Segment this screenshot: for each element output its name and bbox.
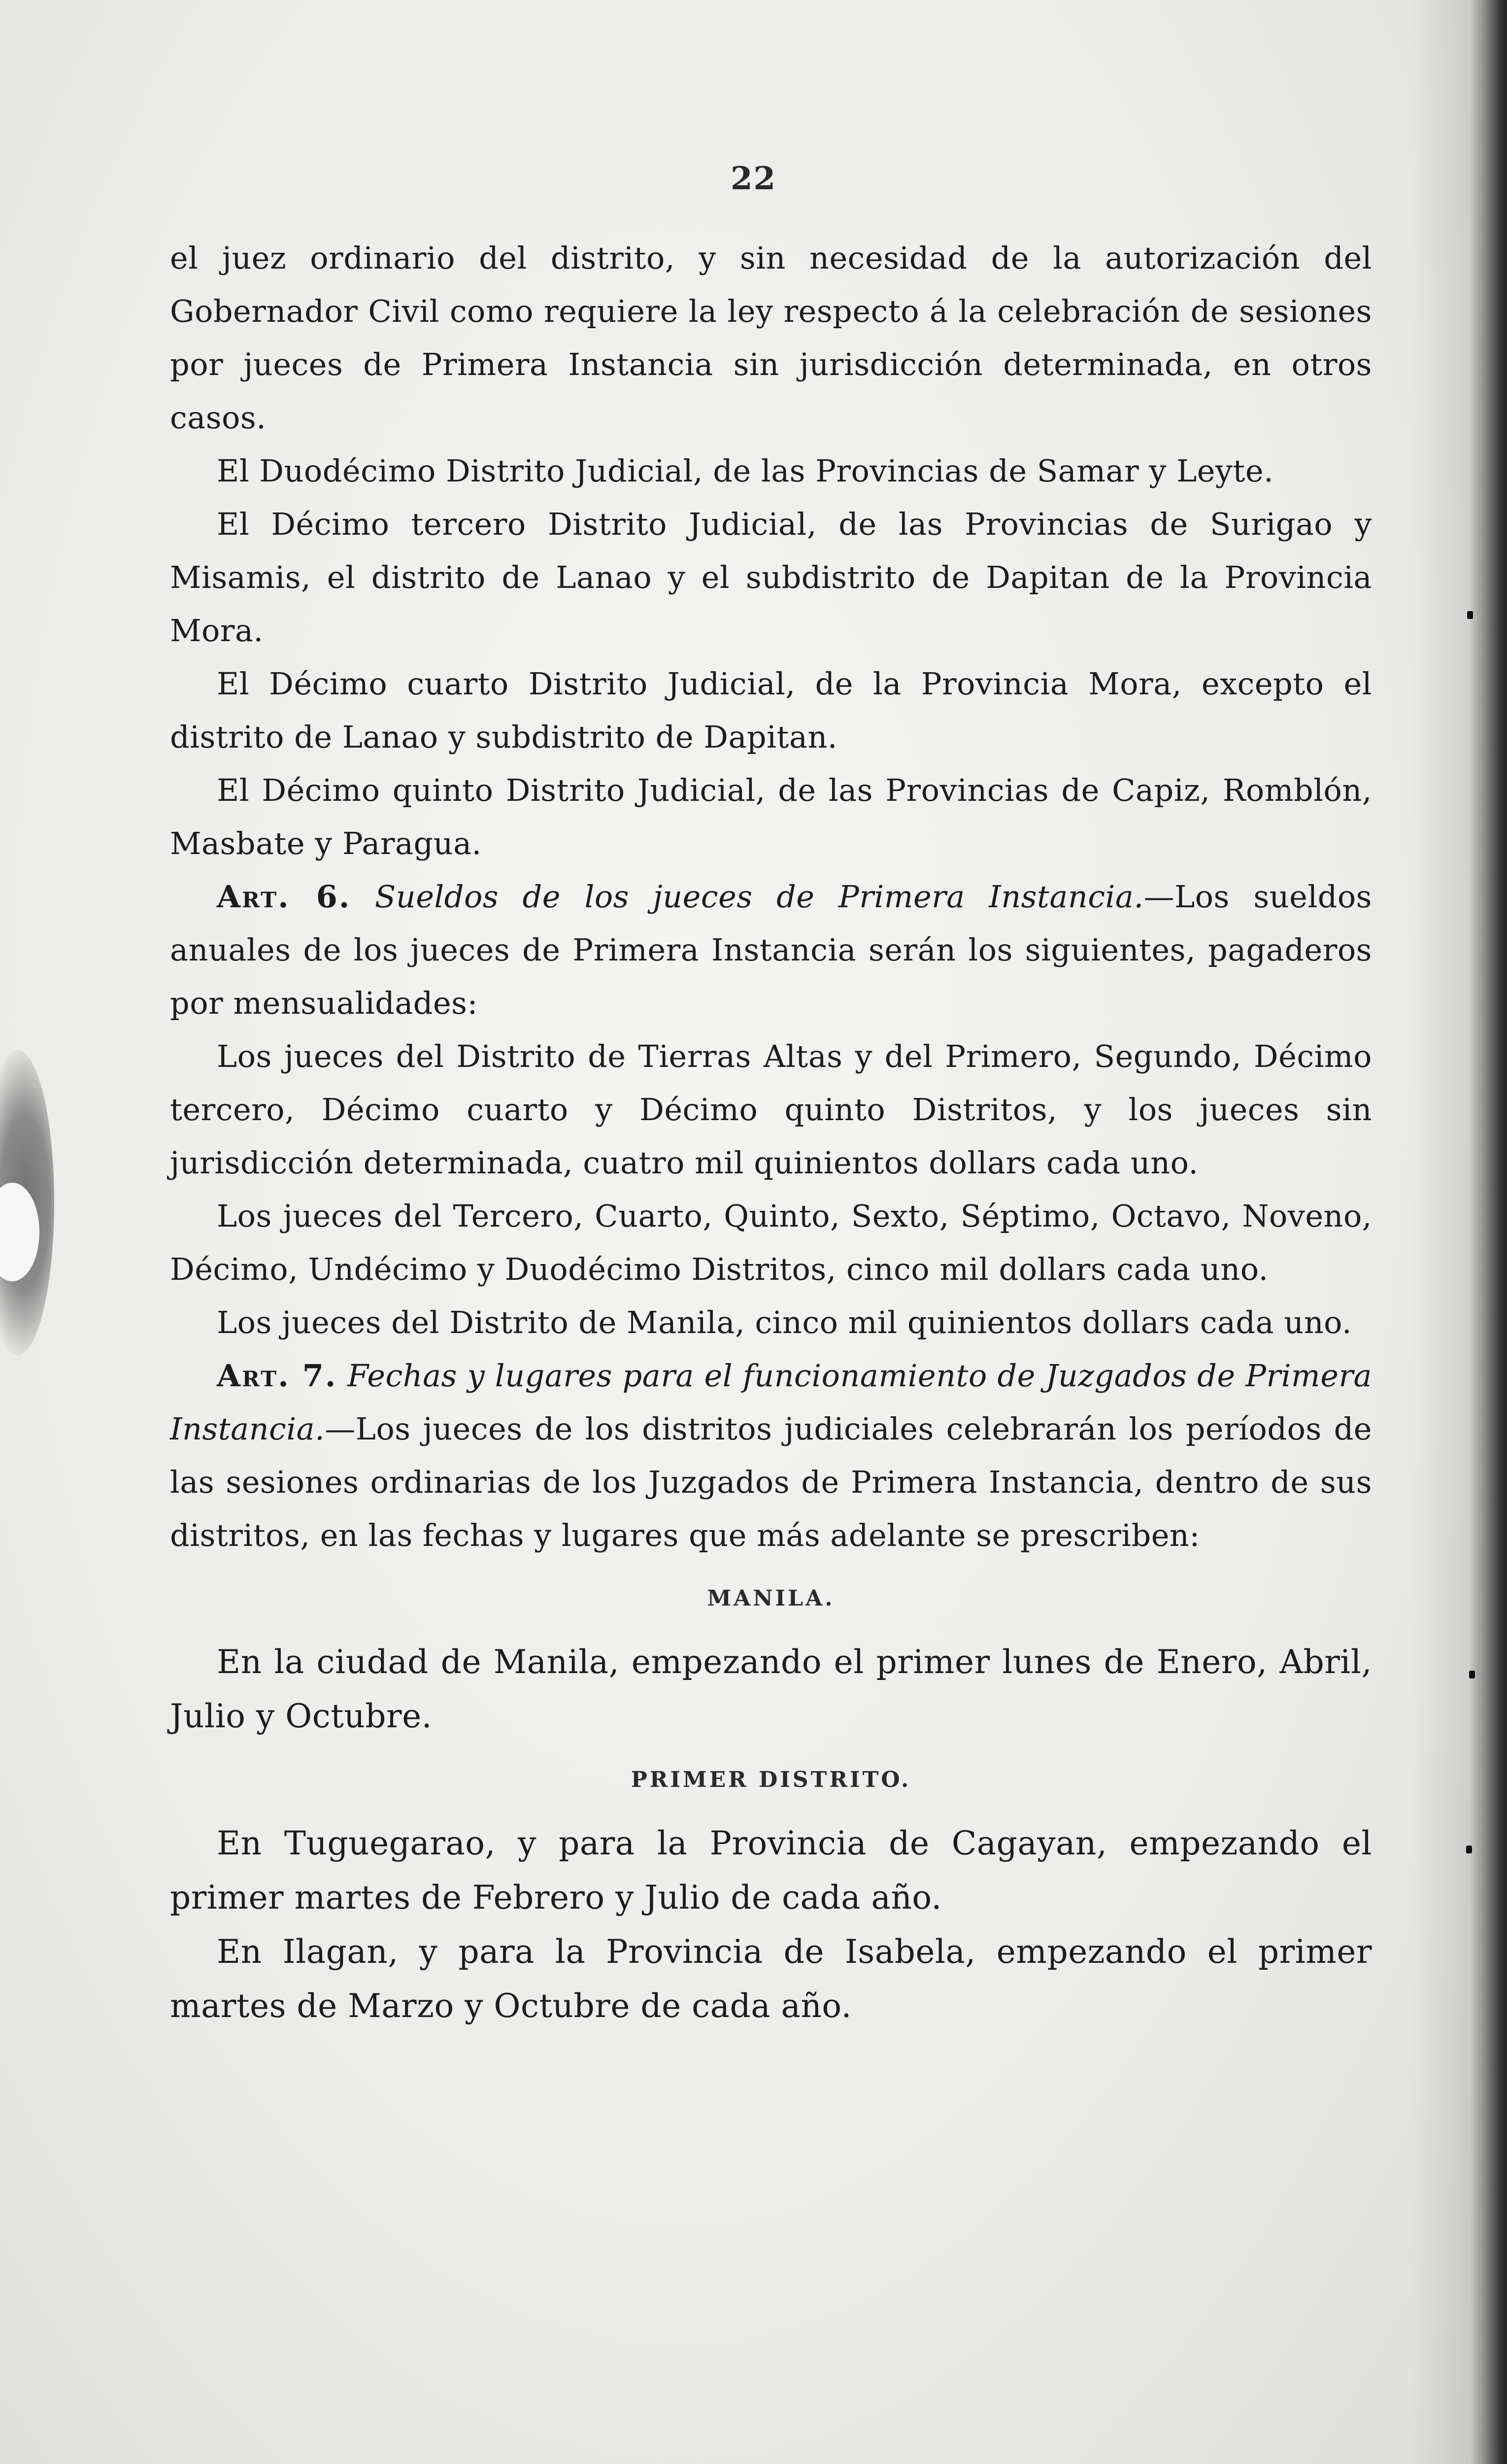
article-6: [170, 870, 1372, 1030]
paragraph: [170, 498, 1372, 657]
paragraph-text: de la Provincia Mora, excepto el distrito de Lanao y subdistrito de Dapitan.: [170, 666, 1372, 755]
article-title: Fechas y lugares para el funcionamiento de Juzgados de Primera Instancia.: [170, 1358, 1372, 1447]
paragraph: En Ilagan, y para la Provincia de Isabela, empezando el primer martes de Marzo y Octubre de cada año.: [170, 1933, 1372, 2025]
article-label: Art. 6.: [217, 879, 351, 915]
paragraph: Los jueces del Distrito de Manila, cinco mil quinientos dollars cada uno.: [217, 1304, 1352, 1340]
binding-shadow: [1411, 0, 1470, 2464]
paragraph: el juez ordinario del distrito, y sin necesidad de la autorización del Gobernador Civil como requiere la ley respecto á la celebración de sesiones por jueces de Primera Instancia sin jurisdicción determinada, en otros casos.: [170, 240, 1372, 436]
paragraph-lead: El Décimo tercero Distrito Judicial,: [217, 506, 817, 542]
document-body: [170, 232, 1372, 2033]
paragraph-lead: El Duodécimo Distrito Judicial,: [217, 453, 703, 489]
article-text: —Los sueldos anuales de los jueces de Primera Instancia serán los siguientes, pagaderos por mensualidades:: [170, 879, 1372, 1021]
paragraph: [170, 764, 1372, 870]
paragraph: Los jueces del Tercero, Cuarto, Quinto, Sexto, Séptimo, Octavo, Noveno, Décimo, Undécimo y Duodécimo Distritos, cinco mil dollars cada uno.: [170, 1198, 1372, 1287]
paragraph-text: de las Provincias de Capiz, Romblón, Masbate y Paragua.: [170, 772, 1372, 861]
article-label: Art. 7.: [217, 1358, 337, 1394]
paragraph: [170, 445, 1372, 498]
section-heading-manila: MANILA.: [707, 1586, 835, 1611]
margin-speck: [1469, 1671, 1475, 1678]
margin-speck: [1467, 611, 1473, 619]
paragraph: En la ciudad de Manila, empezando el primer lunes de Enero, Abril, Julio y Octubre.: [170, 1643, 1372, 1735]
article-title: Sueldos de los jueces de Primera Instancia.: [374, 879, 1144, 915]
paragraph-text: de las Provincias de Surigao y Misamis, el distrito de Lanao y el subdistrito de Dapitan de la Provincia Mora.: [170, 506, 1373, 649]
paragraph-lead: El Décimo cuarto Distrito Judicial,: [217, 666, 796, 702]
page-number: 22: [730, 160, 777, 197]
paragraph: En Tuguegarao, y para la Provincia de Cagayan, empezando el primer martes de Febrero y Julio de cada año.: [170, 1824, 1372, 1916]
paragraph-lead: El Décimo quinto Distrito Judicial,: [217, 772, 766, 808]
section-heading-primer-distrito: PRIMER DISTRITO.: [631, 1767, 911, 1792]
paragraph-text: de las Provincias de Samar y Leyte.: [703, 453, 1274, 489]
article-7: [170, 1349, 1372, 1562]
paragraph: Los jueces del Distrito de Tierras Altas y del Primero, Segundo, Décimo tercero, Décimo cuarto y Décimo quinto Distritos, y los jueces sin jurisdicción determinada, cuatro mil quinientos dollars cada uno.: [170, 1038, 1372, 1181]
margin-speck: [1466, 1846, 1472, 1853]
binding-edge: [1470, 0, 1507, 2464]
paragraph: [170, 657, 1372, 764]
article-text: —Los jueces de los distritos judiciales celebrarán los períodos de las sesiones ordinarias de los Juzgados de Primera Instancia, dentro de sus distritos, en las fechas y lugares que más adelante se prescriben:: [170, 1411, 1372, 1553]
